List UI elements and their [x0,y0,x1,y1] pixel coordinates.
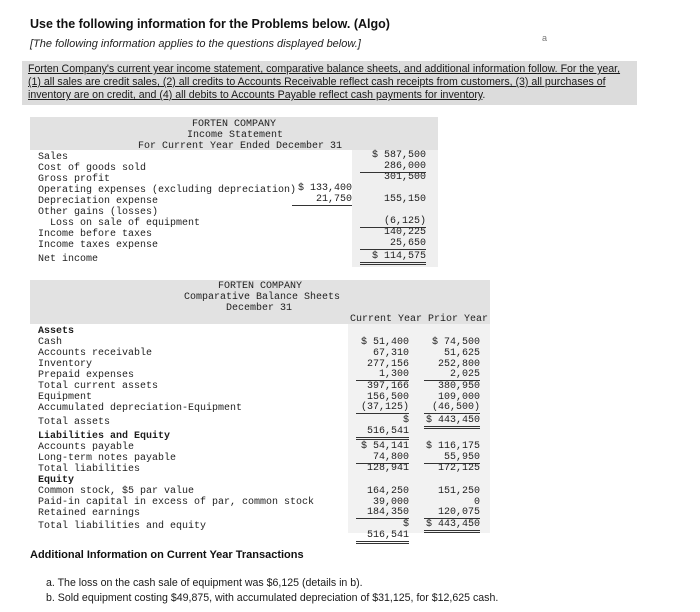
bs-row-label: Retained earnings [38,508,141,519]
bs-col-prior: Prior Year [428,314,489,325]
is-row-amount: $ 587,500 [371,150,426,161]
bs-current-value: 1,300 [356,369,409,381]
bs-current-value: 164,250 [366,486,409,497]
bs-prior-value: 55,950 [424,452,480,464]
bs-title-company: FORTEN COMPANY [218,281,303,292]
is-row-label: Cost of goods sold [38,163,147,174]
is-row-label: Net income [38,254,99,265]
bs-current-value: $ 54,141 [360,441,409,452]
bs-col-current: Current Year [350,314,423,325]
corner-marker: a [542,33,548,43]
bs-current-value: 397,166 [366,381,409,392]
bs-row-label: Long-term notes payable [38,453,177,464]
bs-current-value: (37,125) [356,402,409,414]
is-row-label: Loss on sale of equipment [50,218,201,229]
bs-prior-value: 172,125 [437,463,480,474]
is-row-amount-inner: $ 133,400 [297,183,352,194]
bs-row-label: Total liabilities [38,464,141,475]
is-row-label: Income taxes expense [38,240,159,251]
bs-row-label: Inventory [38,359,93,370]
bs-title-statement: Comparative Balance Sheets [184,292,341,303]
bs-current-value: $ 516,541 [356,519,409,544]
bs-row-label: Cash [38,337,63,348]
intro-paragraph [22,61,637,105]
is-row-label: Depreciation expense [38,196,159,207]
bs-liabilities-heading: Liabilities and Equity [38,431,171,442]
bs-current-value: 128,941 [366,463,409,474]
bs-row-label: Accounts payable [38,442,135,453]
bs-prior-value: 252,800 [437,359,480,370]
intro-text: Forten Company's current year income statement, comparative balance sheets, and additional information follow. For the year, (1) all sales are credit sales, (2) all credits to Accounts Receivable reflect cash receipts from customers, (3) all purchases of inventory are on credit, and (4) all debits to Accounts Payable reflect cash payments for inventory [28,63,621,101]
bs-prior-value: 151,250 [437,486,480,497]
bs-row-label: Total liabilities and equity [38,521,207,532]
bs-row-label: Total assets [38,417,111,428]
is-title-period: For Current Year Ended December 31 [138,141,343,152]
bs-prior-value: 51,625 [443,348,480,359]
bs-current-value: $ 51,400 [360,337,409,348]
bs-row-label: Total current assets [38,381,159,392]
additional-item-b: b. Sold equipment costing $49,875, with accumulated depreciation of $31,125, for $12,625 cash. [46,592,499,604]
bs-row-label: Equipment [38,392,93,403]
is-row-amount-inner: 21,750 [292,194,352,206]
intro-text-end: . [482,89,486,101]
is-row-label: Operating expenses (excluding depreciation) [38,185,297,196]
bs-prior-value: $ 443,450 [424,519,480,533]
bs-prior-value: (46,500) [424,402,480,414]
bs-row-label: Accumulated depreciation-Equipment [38,403,243,414]
is-title-statement: Income Statement [187,130,284,141]
bs-equity-heading: Equity [38,475,75,486]
is-row-amount: 301,500 [383,172,426,183]
is-row-label: Other gains (losses) [38,207,159,218]
is-row-amount: 140,225 [383,227,426,238]
bs-prior-value: $ 443,450 [424,415,480,429]
bs-current-value: 74,800 [356,452,409,464]
is-net-income-amount: $ 114,575 [360,251,426,265]
bs-prior-value: 120,075 [424,507,480,519]
bs-prior-value: 0 [473,497,480,508]
bs-current-value: 39,000 [372,497,409,508]
bs-row-label: Common stock, $5 par value [38,486,195,497]
bs-current-value: $ 516,541 [356,415,409,440]
bs-prior-value: $ 116,175 [425,441,480,452]
bs-prior-value: $ 74,500 [431,337,480,348]
bs-prior-value: 109,000 [437,392,480,403]
is-title-company: FORTEN COMPANY [192,119,277,130]
bs-row-label: Prepaid expenses [38,370,135,381]
is-row-amount: 286,000 [360,161,426,173]
bs-row-label: Paid-in capital in excess of par, common stock [38,497,315,508]
is-row-label: Income before taxes [38,229,153,240]
is-row-label: Gross profit [38,174,111,185]
is-row-amount: (6,125) [360,216,426,228]
is-row-amount: 25,650 [360,238,426,250]
is-row-label: Sales [38,152,69,163]
bs-prior-value: 2,025 [424,369,480,381]
bs-assets-heading: Assets [38,326,75,337]
bs-current-value: 277,156 [366,359,409,370]
bs-row-label: Accounts receivable [38,348,153,359]
additional-item-a: a. The loss on the cash sale of equipment was $6,125 (details in b). [46,577,363,589]
bs-title-date: December 31 [226,303,293,314]
instructions-note: [The following information applies to the questions displayed below.] [30,38,361,50]
is-row-amount: 155,150 [383,194,426,205]
bs-current-value: 156,500 [366,392,409,403]
bs-prior-value: 380,950 [437,381,480,392]
additional-info-heading: Additional Information on Current Year Transactions [30,549,304,561]
bs-current-value: 184,350 [356,507,409,519]
bs-current-value: 67,310 [372,348,409,359]
page-title: Use the following information for the Problems below. (Algo) [30,17,390,31]
